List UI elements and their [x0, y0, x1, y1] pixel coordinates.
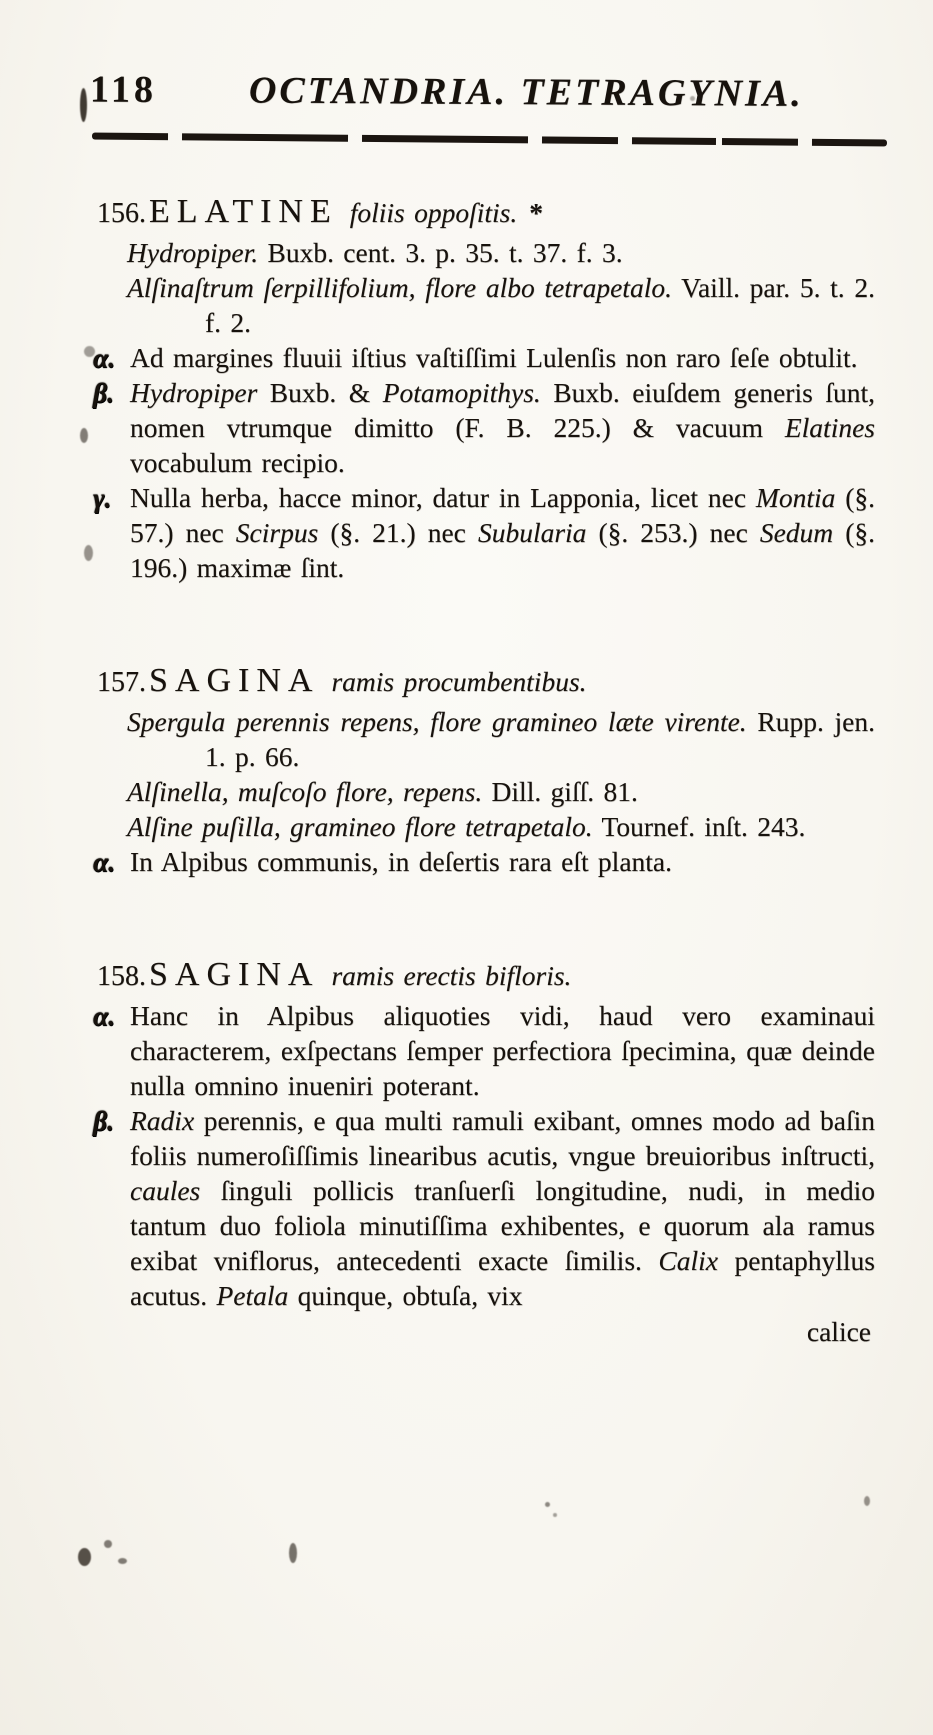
text-segment: Alſine puſilla, gramineo flore tetrapetalo. — [127, 811, 593, 842]
paragraph-marker: β. — [93, 1105, 114, 1136]
ink-speck — [104, 1540, 112, 1548]
page-number: 118 — [89, 68, 158, 111]
entry — [93, 192, 875, 585]
text-segment: Hydropiper — [130, 377, 258, 408]
text-segment: Buxb. & — [257, 377, 383, 408]
entry-number: 156. — [97, 198, 146, 229]
text-segment: pentaphyllus acutus. — [130, 1245, 876, 1311]
ink-speck — [78, 1548, 91, 1566]
catchword: calice — [806, 1316, 871, 1347]
entry-mark: * — [529, 197, 544, 228]
ink-speck — [289, 1543, 297, 1563]
synonym-line — [97, 809, 875, 844]
species-epithet: ramis erectis bifloris. — [331, 960, 572, 991]
text-segment: Hydropiper. — [127, 237, 259, 268]
entry-heading — [97, 192, 875, 234]
text-segment: Subularia — [477, 517, 587, 548]
text-segment: Hanc in Alpibus aliquoties vidi, haud vero examinaui characterem, exſpectans ſemper perfectiora ſpecimina, quæ deinde nulla omnino inueniri poterant. — [130, 1000, 875, 1101]
text-segment: Nulla herba, hacce minor, datur in Lapponia, licet nec — [130, 482, 756, 513]
text-segment: Potamopithys. — [382, 377, 541, 408]
species-epithet: foliis oppoſitis. — [349, 197, 518, 228]
text-segment: Alſinaſtrum ſerpillifolium, flore albo tetrapetalo. — [127, 272, 672, 303]
text-segment: perennis, e qua multi ramuli exibant, omnes modo ad baſin foliis numeroſiſſimis linearibus acutis, vngue breuioribus inſtructi, — [130, 1105, 875, 1171]
text-segment: Petala — [216, 1280, 289, 1311]
paragraph-marker: α. — [93, 846, 116, 877]
observation-paragraph — [93, 998, 875, 1103]
text-segment: (§. 57.) nec — [130, 482, 875, 548]
ink-speck — [553, 1513, 557, 1517]
observation-paragraph — [93, 375, 875, 480]
text-segment: Radix — [130, 1105, 195, 1136]
running-head — [90, 68, 890, 117]
species-epithet: ramis procumbentibus. — [331, 666, 587, 697]
paragraph-marker: β. — [93, 377, 114, 408]
observation-paragraph — [93, 340, 875, 375]
running-title: OCTANDRIA. TETRAGYNIA. — [248, 69, 804, 115]
ink-speck — [690, 96, 695, 101]
text-segment: Spergula perennis repens, flore gramineo læte virente. — [127, 706, 747, 737]
header-rule — [92, 133, 887, 147]
text-segment: Buxb. eiuſdem generis ſunt, nomen vtrumque dimitto (F. B. 225.) & vacuum — [130, 377, 875, 443]
observation-paragraph — [93, 844, 875, 879]
text-segment: Sedum — [759, 517, 834, 548]
text-segment: Calix — [658, 1245, 718, 1276]
text-segment: (§. 21.) nec — [318, 517, 478, 548]
entry — [93, 955, 876, 1313]
text-segment: Vaill. par. 5. t. 2. f. 2. — [205, 272, 875, 338]
observation-paragraph — [93, 480, 875, 585]
text-segment: Buxb. cent. 3. p. 35. t. 37. f. 3. — [258, 237, 623, 268]
text-segment: (§. 196.) maximæ ſint. — [130, 517, 875, 583]
ink-speck — [80, 88, 87, 122]
text-segment: ſinguli pollicis tranſuerſi longitudine, nudi, in medio tantum duo foliola minutiſſima exhibentes, e quorum ala ramus exibat vniflorus, antecedenti exacte ſimilis. — [130, 1175, 875, 1276]
ink-speck — [864, 1496, 870, 1506]
catchword-row — [97, 1314, 875, 1349]
genus-name: SAGINA — [149, 662, 320, 699]
synonym-line — [97, 704, 875, 774]
text-block — [93, 192, 876, 1349]
text-segment: Scirpus — [235, 517, 319, 548]
text-segment: Montia — [755, 482, 836, 513]
observation-paragraph — [93, 1103, 876, 1313]
entry-heading — [97, 661, 875, 703]
paragraph-marker: α. — [93, 1000, 116, 1031]
text-segment: Elatines — [784, 412, 875, 443]
text-segment: Tournef. inſt. 243. — [592, 811, 806, 842]
text-segment: Dill. giſſ. 81. — [482, 776, 638, 807]
entry-number: 157. — [97, 667, 146, 698]
ink-speck — [84, 545, 93, 561]
genus-name: ELATINE — [149, 193, 338, 230]
entry-heading — [97, 955, 875, 997]
text-segment: caules — [130, 1175, 201, 1206]
ink-speck — [118, 1558, 127, 1564]
text-segment: vocabulum recipio. — [130, 447, 345, 478]
paragraph-marker: γ. — [93, 482, 112, 513]
text-segment: In Alpibus communis, in deſertis rara eſt planta. — [130, 846, 673, 877]
entry — [93, 661, 876, 879]
text-segment: Ad margines fluuii iſtius vaſtiſſimi Lulenſis non raro ſeſe obtulit. — [130, 342, 858, 373]
ink-speck — [80, 428, 88, 443]
text-segment: (§. 253.) nec — [586, 517, 760, 548]
text-segment: Alſinella, muſcoſo flore, repens. — [127, 776, 483, 807]
entry-number: 158. — [97, 961, 146, 992]
paragraph-marker: α. — [93, 342, 116, 373]
text-segment: quinque, obtuſa, vix — [288, 1280, 523, 1311]
entries — [93, 192, 876, 1313]
synonym-line — [97, 235, 875, 270]
synonym-line — [97, 270, 875, 340]
ink-speck — [84, 346, 95, 357]
synonym-line — [97, 774, 875, 809]
genus-name: SAGINA — [149, 956, 320, 993]
text-segment: Rupp. jen. 1. p. 66. — [205, 706, 876, 772]
ink-speck — [545, 1502, 550, 1507]
